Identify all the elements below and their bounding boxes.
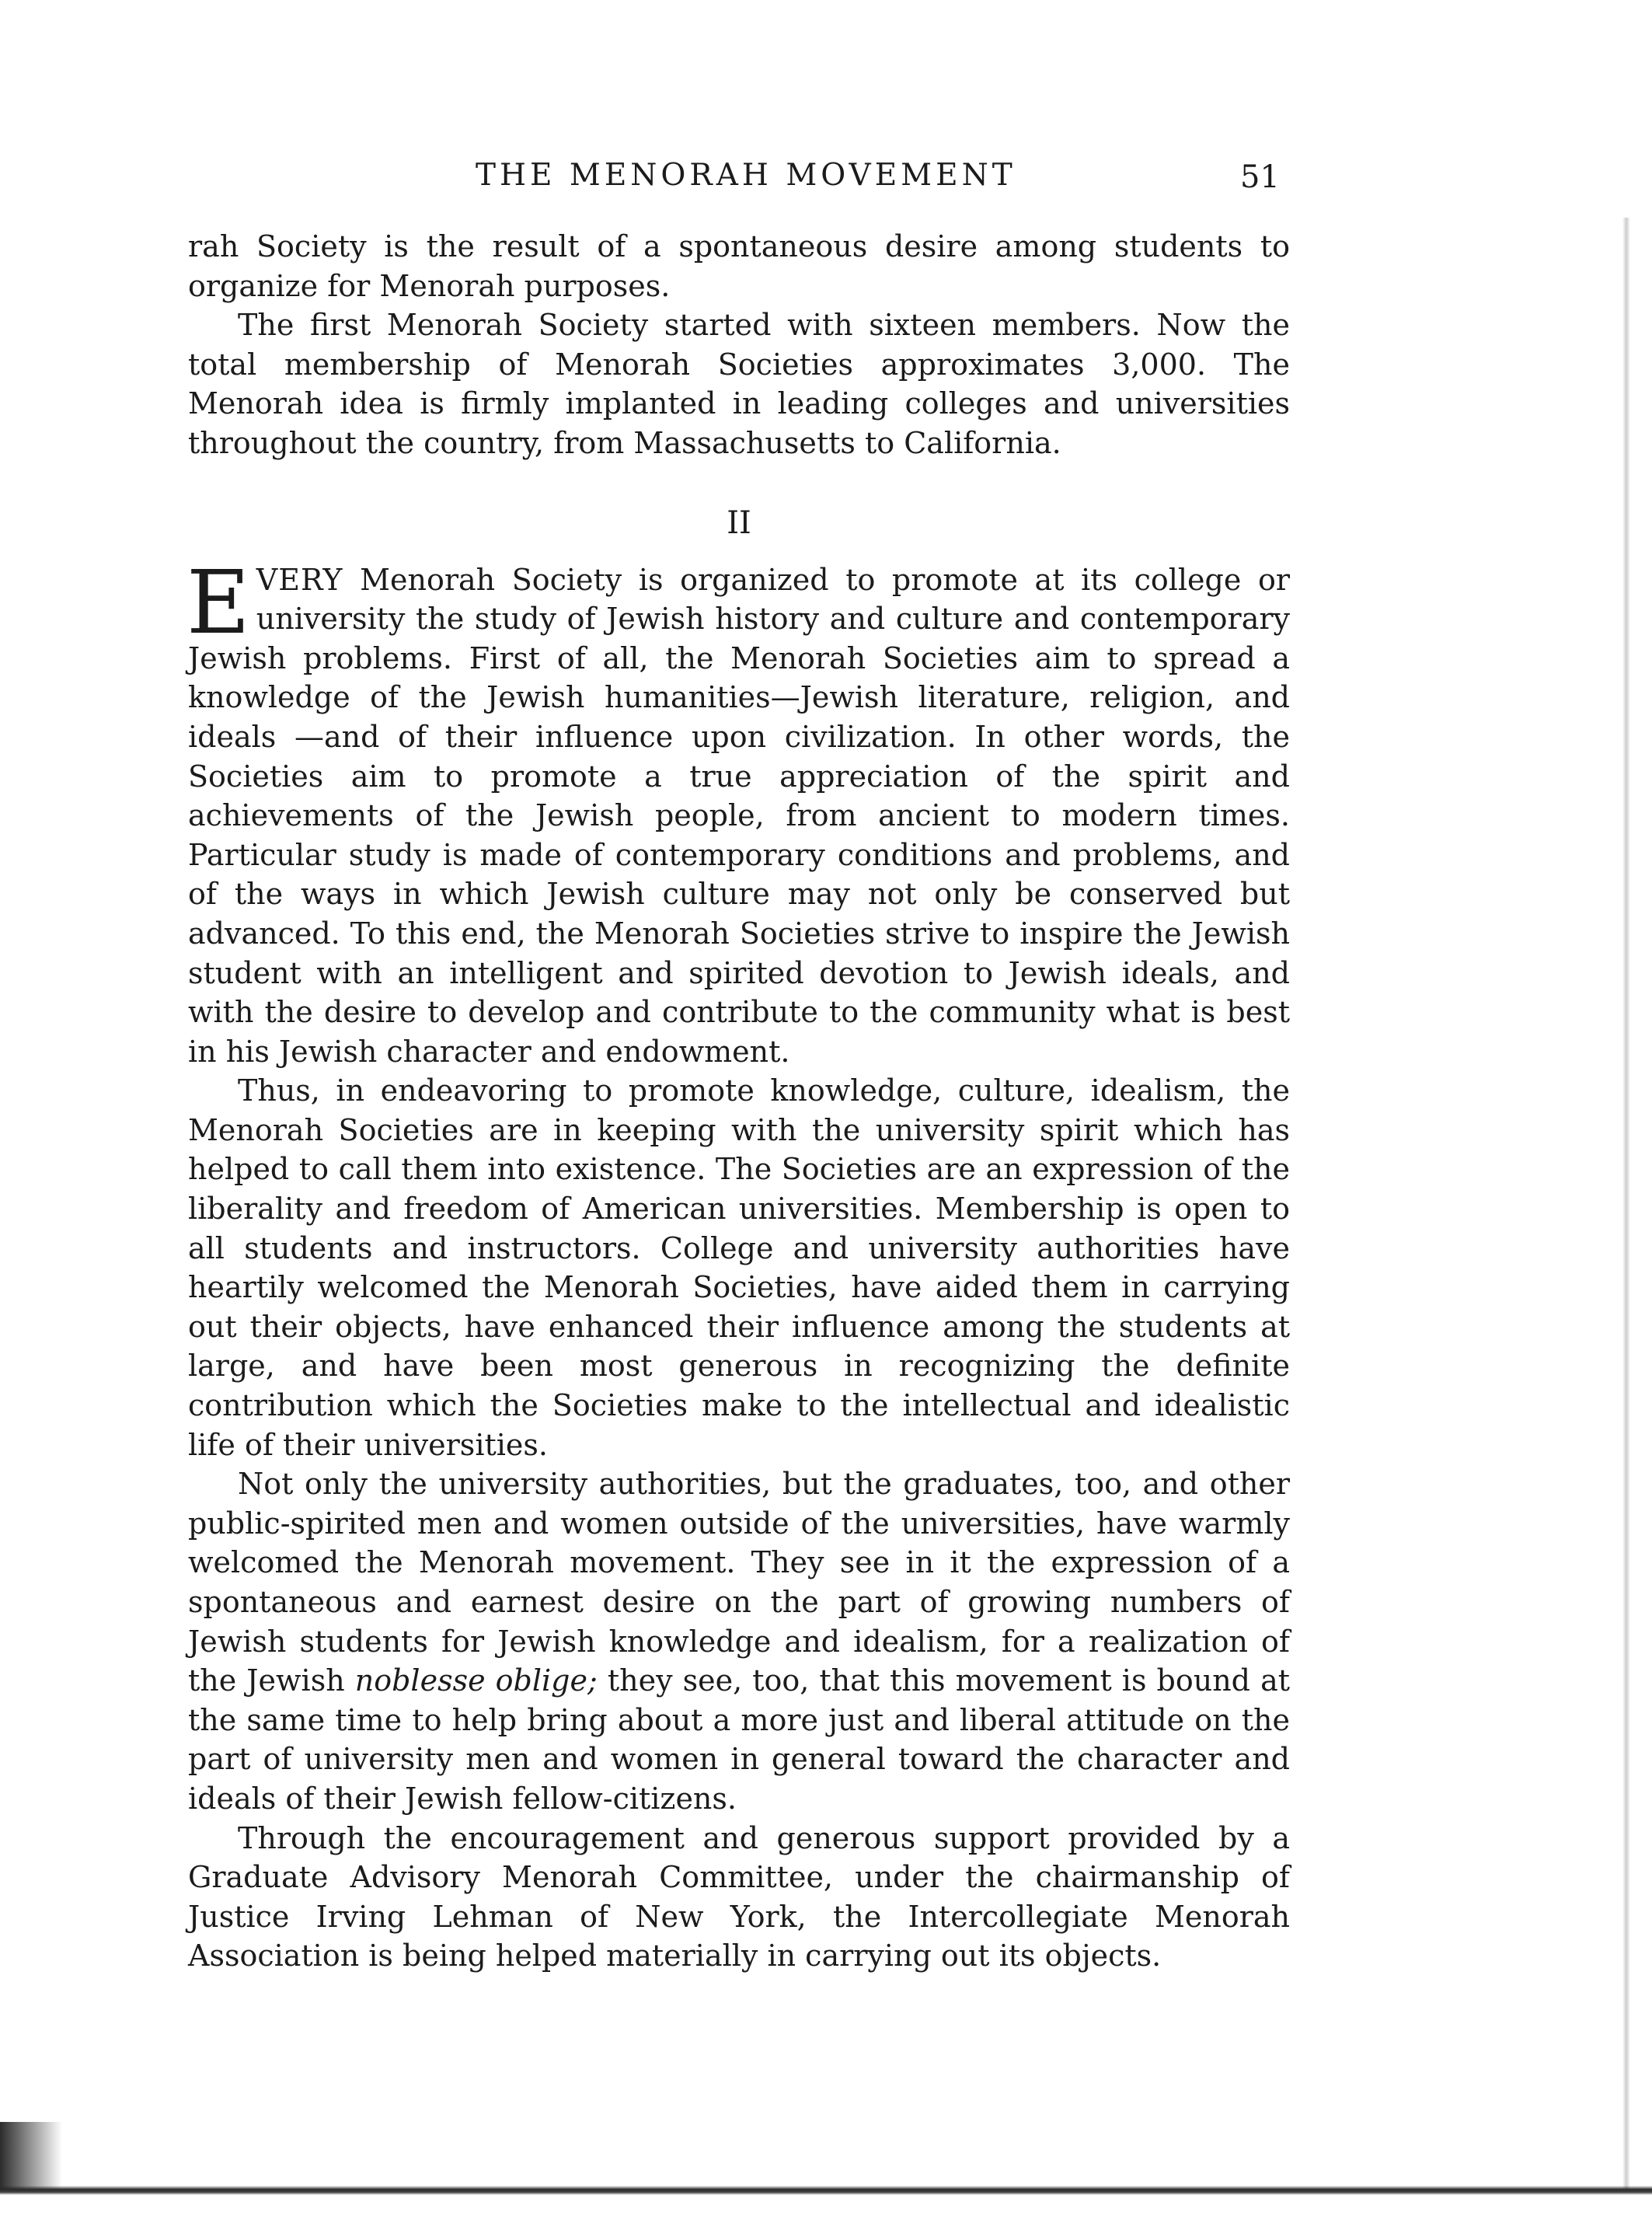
italic-phrase: noblesse oblige; — [354, 1663, 598, 1698]
paragraph-thus: Thus, in endeavoring to promote knowledge, culture, idealism, the Menorah Societies are in keeping with the university spirit which has helped to call them into existence. The Societies are an expression of the liberality and freedom of American universities. Membership is open to all students and instructors. College and university authorities have heartily welcomed the Menorah Societies, have aided them in carrying out their objects, have enhanced their influence among the students at large, and have been most generous in recognizing the definite contribution which the Societies make to the intellectual and idealistic life of their universities. — [188, 1073, 1290, 1462]
paragraph-first-society: The first Menorah Society started with sixteen members. Now the total membership of Menorah Societies approximates 3,000. The Menorah idea is firmly implanted in leading colleges and universities throughout the country, from Massachusetts to California. — [188, 308, 1290, 460]
paragraph-not-only-after: they see, too, that this movement is bound at the same time to help bring about a more just and liberal attitude on the part of university men and women in general toward the character and ideals of their Jewish fellow-citizens. — [188, 1663, 1290, 1816]
scan-edge-right — [1622, 218, 1630, 2192]
paragraph-not-only — [188, 1464, 1290, 1818]
drop-cap-lead: VERY — [256, 562, 343, 597]
paragraph-through: Through the encouragement and generous support provided by a Graduate Advisory Menorah Committee, under the chairmanship of Justice Irving Lehman of New York, the Intercollegiate Menorah Association is being helped materially in carrying out its objects. — [188, 1820, 1290, 1973]
scan-edge-bottom — [0, 2186, 1652, 2195]
main-text — [188, 227, 1290, 1976]
drop-cap: E — [186, 552, 250, 654]
paragraph-not-only-before: Not only the university authorities, but the graduates, too, and other public-spirited men and women outside of the universities, have warmly welcomed the Menorah movement. They see in it the expression of a spontaneous and earnest desire on the part of growing numbers of Jewish students for Jewish knowledge and idealism, for a realization of the Jewish — [188, 1467, 1290, 1698]
section-number: II — [727, 504, 751, 541]
paragraph-continuation: rah Society is the result of a spontaneous desire among students to organize for Menorah purposes. — [188, 229, 1290, 303]
running-head — [0, 155, 1652, 202]
page-number: 51 — [1240, 159, 1280, 195]
scan-edge-left — [0, 2122, 62, 2192]
running-title: THE MENORAH MOVEMENT — [476, 158, 1016, 193]
paragraph-every-society — [186, 552, 1290, 1072]
paragraph-every-rest: Menorah Society is organized to promote at its college or university the study of Jewish history and culture and contemporary Jewish problems. First of all, the Menorah Societies aim to spread a knowledge of the Jewish humanities—Jewish literature, religion, and ideals —and of their influence upon civilization. In other words, the Societies aim to promote a true appreciation of the spirit and achievements of the Jewish people, from ancient to modern times. Particular study is made of contemporary conditions and problems, and of the ways in which Jewish culture may not only be conserved but advanced. To this end, the Menorah Societies strive to inspire the Jewish student with an intelligent and spirited devotion to Jewish ideals, and with the desire to develop and contribute to the community what is best in his Jewish character and endowment. — [188, 562, 1290, 1069]
